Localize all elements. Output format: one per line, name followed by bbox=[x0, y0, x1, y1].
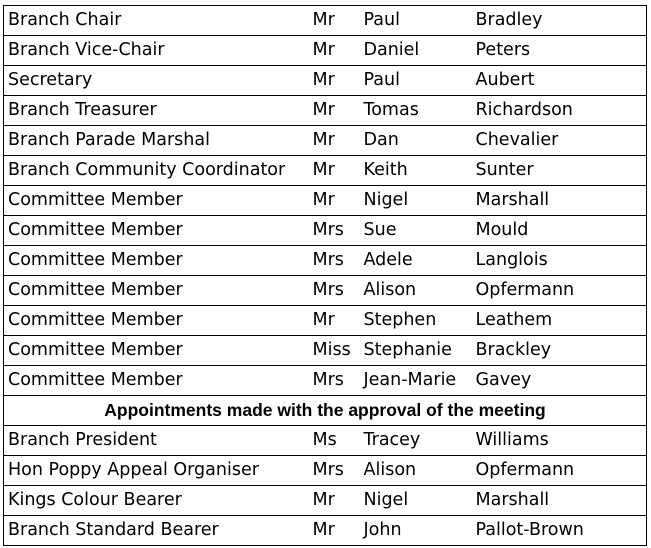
table-row bbox=[4, 6, 647, 36]
role-cell: Committee Member bbox=[4, 186, 310, 216]
role-cell: Branch Standard Bearer bbox=[4, 516, 310, 546]
first-name-cell: Keith bbox=[362, 156, 473, 186]
officers-table bbox=[3, 5, 647, 546]
first-name-cell: Paul bbox=[362, 6, 473, 36]
table-row bbox=[4, 66, 647, 96]
table-row bbox=[4, 306, 647, 336]
table-row bbox=[4, 216, 647, 246]
title-cell: Mr bbox=[310, 186, 362, 216]
title-cell: Mr bbox=[310, 6, 362, 36]
table-row bbox=[4, 96, 647, 126]
table-row bbox=[4, 36, 647, 66]
role-cell: Branch Chair bbox=[4, 6, 310, 36]
table-row bbox=[4, 276, 647, 306]
role-cell: Committee Member bbox=[4, 336, 310, 366]
last-name-cell: Peters bbox=[473, 36, 647, 66]
first-name-cell: Sue bbox=[362, 216, 473, 246]
role-cell: Secretary bbox=[4, 66, 310, 96]
last-name-cell: Bradley bbox=[473, 6, 647, 36]
table-row bbox=[4, 336, 647, 366]
title-cell: Mr bbox=[310, 66, 362, 96]
appointments-section-header bbox=[4, 396, 647, 426]
role-cell: Branch Vice-Chair bbox=[4, 36, 310, 66]
last-name-cell: Opfermann bbox=[473, 456, 647, 486]
last-name-cell: Williams bbox=[473, 426, 647, 456]
title-cell: Mr bbox=[310, 36, 362, 66]
first-name-cell: John bbox=[362, 516, 473, 546]
title-cell: Mr bbox=[310, 486, 362, 516]
first-name-cell: Daniel bbox=[362, 36, 473, 66]
last-name-cell: Aubert bbox=[473, 66, 647, 96]
first-name-cell: Tracey bbox=[362, 426, 473, 456]
first-name-cell: Jean-Marie bbox=[362, 366, 473, 396]
table-row bbox=[4, 186, 647, 216]
role-cell: Committee Member bbox=[4, 276, 310, 306]
role-cell: Committee Member bbox=[4, 246, 310, 276]
title-cell: Mrs bbox=[310, 456, 362, 486]
title-cell: Mr bbox=[310, 306, 362, 336]
first-name-cell: Alison bbox=[362, 276, 473, 306]
role-cell: Branch Parade Marshal bbox=[4, 126, 310, 156]
title-cell: Mr bbox=[310, 126, 362, 156]
role-cell: Branch Treasurer bbox=[4, 96, 310, 126]
last-name-cell: Mould bbox=[473, 216, 647, 246]
first-name-cell: Stephen bbox=[362, 306, 473, 336]
role-cell: Committee Member bbox=[4, 366, 310, 396]
role-cell: Branch President bbox=[4, 426, 310, 456]
last-name-cell: Langlois bbox=[473, 246, 647, 276]
title-cell: Miss bbox=[310, 336, 362, 366]
last-name-cell: Leathem bbox=[473, 306, 647, 336]
table-row bbox=[4, 156, 647, 186]
last-name-cell: Opfermann bbox=[473, 276, 647, 306]
section-heading-row bbox=[4, 396, 647, 426]
last-name-cell: Sunter bbox=[473, 156, 647, 186]
role-cell: Kings Colour Bearer bbox=[4, 486, 310, 516]
role-cell: Branch Community Coordinator bbox=[4, 156, 310, 186]
title-cell: Mrs bbox=[310, 216, 362, 246]
table-row bbox=[4, 426, 647, 456]
title-cell: Ms bbox=[310, 426, 362, 456]
role-cell: Hon Poppy Appeal Organiser bbox=[4, 456, 310, 486]
first-name-cell: Alison bbox=[362, 456, 473, 486]
last-name-cell: Marshall bbox=[473, 186, 647, 216]
appointments-heading: Appointments made with the approval of the meeting bbox=[4, 396, 647, 426]
title-cell: Mr bbox=[310, 156, 362, 186]
last-name-cell: Richardson bbox=[473, 96, 647, 126]
first-name-cell: Nigel bbox=[362, 186, 473, 216]
table-row bbox=[4, 486, 647, 516]
table-row bbox=[4, 126, 647, 156]
role-cell: Committee Member bbox=[4, 216, 310, 246]
first-name-cell: Nigel bbox=[362, 486, 473, 516]
first-name-cell: Dan bbox=[362, 126, 473, 156]
last-name-cell: Brackley bbox=[473, 336, 647, 366]
appointments-section bbox=[4, 426, 647, 546]
first-name-cell: Stephanie bbox=[362, 336, 473, 366]
table-row bbox=[4, 246, 647, 276]
first-name-cell: Tomas bbox=[362, 96, 473, 126]
title-cell: Mr bbox=[310, 516, 362, 546]
title-cell: Mr bbox=[310, 96, 362, 126]
table-row bbox=[4, 516, 647, 546]
role-cell: Committee Member bbox=[4, 306, 310, 336]
committee-section bbox=[4, 6, 647, 396]
first-name-cell: Adele bbox=[362, 246, 473, 276]
title-cell: Mrs bbox=[310, 246, 362, 276]
table-row bbox=[4, 366, 647, 396]
first-name-cell: Paul bbox=[362, 66, 473, 96]
last-name-cell: Marshall bbox=[473, 486, 647, 516]
title-cell: Mrs bbox=[310, 366, 362, 396]
last-name-cell: Gavey bbox=[473, 366, 647, 396]
table-row bbox=[4, 456, 647, 486]
last-name-cell: Chevalier bbox=[473, 126, 647, 156]
title-cell: Mrs bbox=[310, 276, 362, 306]
last-name-cell: Pallot-Brown bbox=[473, 516, 647, 546]
